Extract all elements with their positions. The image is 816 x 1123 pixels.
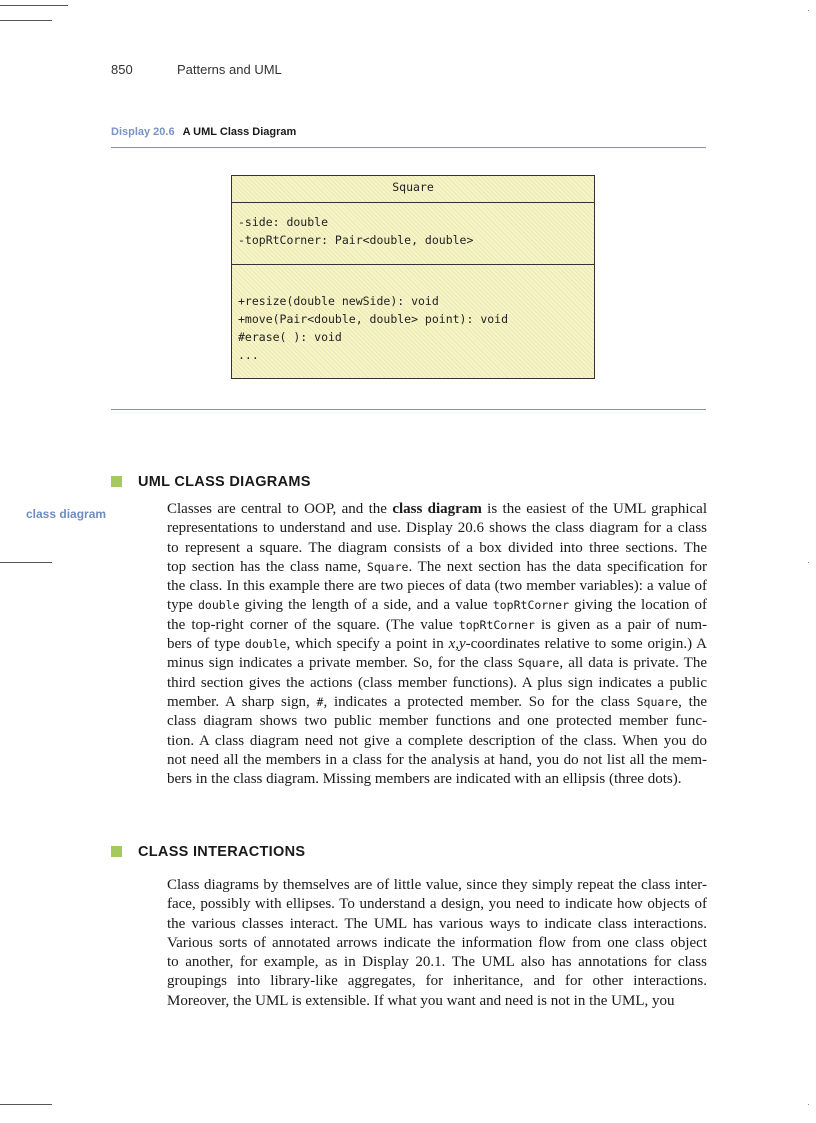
text-line bbox=[167, 770, 707, 789]
uml-operation: ... bbox=[238, 348, 259, 362]
text-line bbox=[167, 732, 707, 751]
text-run: third section gives the actions (class member functions). A plus sign indicates a public bbox=[167, 674, 707, 691]
text-run: not need all the members in a class for the analysis at hand, you do not list all the mem- bbox=[167, 751, 707, 768]
text-run: , the bbox=[678, 693, 707, 710]
section-heading-class-interactions bbox=[111, 844, 305, 860]
text-run: bers of type bbox=[167, 636, 245, 653]
display-bottom-rule bbox=[111, 409, 706, 410]
code-term: # bbox=[316, 694, 324, 709]
text-run: . The next section has the data specification for bbox=[408, 558, 707, 575]
text-line bbox=[167, 539, 707, 558]
text-run: minus sign indicates a private member. So, for the class bbox=[167, 655, 518, 672]
section-heading-text: UML CLASS DIAGRAMS bbox=[138, 474, 311, 490]
paragraph-uml-class-diagrams bbox=[167, 500, 707, 789]
text-line bbox=[167, 635, 707, 654]
code-term: Square bbox=[636, 694, 679, 709]
code-term: double bbox=[197, 598, 240, 613]
text-line bbox=[167, 915, 707, 934]
text-line bbox=[167, 953, 707, 972]
display-caption bbox=[111, 126, 296, 138]
code-term: Square bbox=[517, 656, 560, 671]
uml-class-name: Square bbox=[232, 176, 594, 203]
text-line bbox=[167, 596, 707, 615]
text-run: -coordinates relative to some origin.) A bbox=[465, 636, 707, 653]
text-run: tion. A class diagram need not give a complete description of the class. When you do bbox=[167, 732, 707, 749]
text-run: groupings into library-like aggregates, for inheritance, and for other interactions. bbox=[167, 973, 707, 990]
text-line bbox=[167, 616, 707, 635]
text-line bbox=[167, 876, 707, 895]
display-label: Display 20.6 bbox=[111, 126, 175, 138]
uml-operation: +move(Pair<double, double> point): void bbox=[238, 312, 509, 326]
uml-operation: #erase( ): void bbox=[238, 330, 342, 344]
bold-term: class diagram bbox=[392, 501, 482, 517]
text-line bbox=[167, 751, 707, 770]
code-term: topRtCorner bbox=[458, 617, 535, 632]
text-run: giving the location of bbox=[569, 597, 707, 614]
text-run: is the easiest of the UML graphical bbox=[481, 501, 707, 517]
crop-mark bbox=[808, 10, 809, 11]
text-line bbox=[167, 972, 707, 991]
crop-mark bbox=[0, 1104, 52, 1105]
text-run: type bbox=[167, 597, 198, 614]
uml-class-box bbox=[231, 175, 595, 379]
display-title: A UML Class Diagram bbox=[182, 126, 297, 138]
running-header bbox=[111, 62, 282, 77]
running-title: Patterns and UML bbox=[177, 62, 282, 77]
crop-mark bbox=[0, 5, 68, 6]
uml-operation: +resize(double newSide): void bbox=[238, 294, 439, 308]
margin-note: class diagram bbox=[26, 507, 107, 521]
uml-attribute: -side: double bbox=[238, 215, 329, 229]
text-line bbox=[167, 577, 707, 596]
text-run: Class diagrams by themselves are of little value, since they simply repeat the class inter- bbox=[167, 877, 707, 893]
text-line bbox=[167, 992, 707, 1011]
uml-attribute: -topRtCorner: Pair<double, double> bbox=[238, 233, 474, 247]
text-run: bers in the class diagram. Missing members are indicated with an ellipsis (three dots). bbox=[167, 771, 682, 788]
text-line bbox=[167, 934, 707, 953]
paragraph-class-interactions bbox=[167, 876, 707, 1011]
section-heading-text: CLASS INTERACTIONS bbox=[138, 844, 306, 860]
uml-operations bbox=[232, 265, 594, 364]
text-run: class diagram shows two public member functions and one protected member func- bbox=[167, 713, 707, 730]
code-term: Square bbox=[366, 559, 409, 574]
page-number: 850 bbox=[111, 62, 133, 77]
crop-mark bbox=[808, 1104, 809, 1105]
text-run: the top-right corner of the square. (The value bbox=[167, 616, 459, 633]
code-term: double bbox=[244, 637, 287, 652]
text-line bbox=[167, 519, 707, 538]
section-bullet-icon bbox=[111, 846, 122, 857]
text-run: member. A sharp sign, bbox=[167, 693, 317, 710]
text-run: the various classes interact. The UML has various ways to indicate class interactions. bbox=[167, 915, 707, 932]
text-line bbox=[167, 712, 707, 731]
text-run: to represent a square. The diagram consists of a box divided into three sections. The bbox=[167, 539, 707, 556]
text-run: , all data is private. The bbox=[559, 655, 707, 672]
text-line bbox=[167, 674, 707, 693]
text-run: is given as a pair of num- bbox=[534, 616, 708, 633]
italic-term: x,y bbox=[448, 636, 466, 653]
text-line bbox=[167, 558, 707, 577]
text-run: , indicates a protected member. So for the class bbox=[323, 693, 637, 710]
section-heading-uml-class-diagrams bbox=[111, 474, 311, 490]
text-run: Classes are central to OOP, and the bbox=[167, 501, 393, 517]
caption-rule bbox=[111, 147, 706, 148]
text-line bbox=[167, 693, 707, 712]
text-run: Moreover, the UML is extensible. If what you want and need is not in the UML, you bbox=[167, 992, 675, 1009]
text-run: representations to understand and use. Display 20.6 shows the class diagram for a class bbox=[167, 520, 707, 537]
text-run: Various sorts of annotated arrows indicate the information flow from one class object bbox=[167, 934, 707, 951]
crop-mark bbox=[0, 20, 52, 21]
text-line bbox=[167, 895, 707, 914]
section-bullet-icon bbox=[111, 476, 122, 487]
text-run: face, possibly with ellipses. To understand a design, you need to indicate how objects of bbox=[167, 896, 707, 913]
text-run: top section has the class name, bbox=[167, 558, 367, 575]
text-run: giving the length of a side, and a value bbox=[239, 597, 493, 614]
code-term: topRtCorner bbox=[492, 598, 569, 613]
text-line bbox=[167, 654, 707, 673]
crop-mark bbox=[0, 562, 52, 563]
text-line bbox=[167, 500, 707, 519]
text-run: to another, for example, as in Display 20.1. The UML also has annotations for class bbox=[167, 954, 707, 971]
crop-mark bbox=[808, 562, 809, 563]
text-run: , which specify a point in bbox=[286, 636, 449, 653]
text-run: the class. In this example there are two pieces of data (two member variables): a value of bbox=[167, 578, 707, 595]
uml-attributes bbox=[232, 203, 594, 265]
